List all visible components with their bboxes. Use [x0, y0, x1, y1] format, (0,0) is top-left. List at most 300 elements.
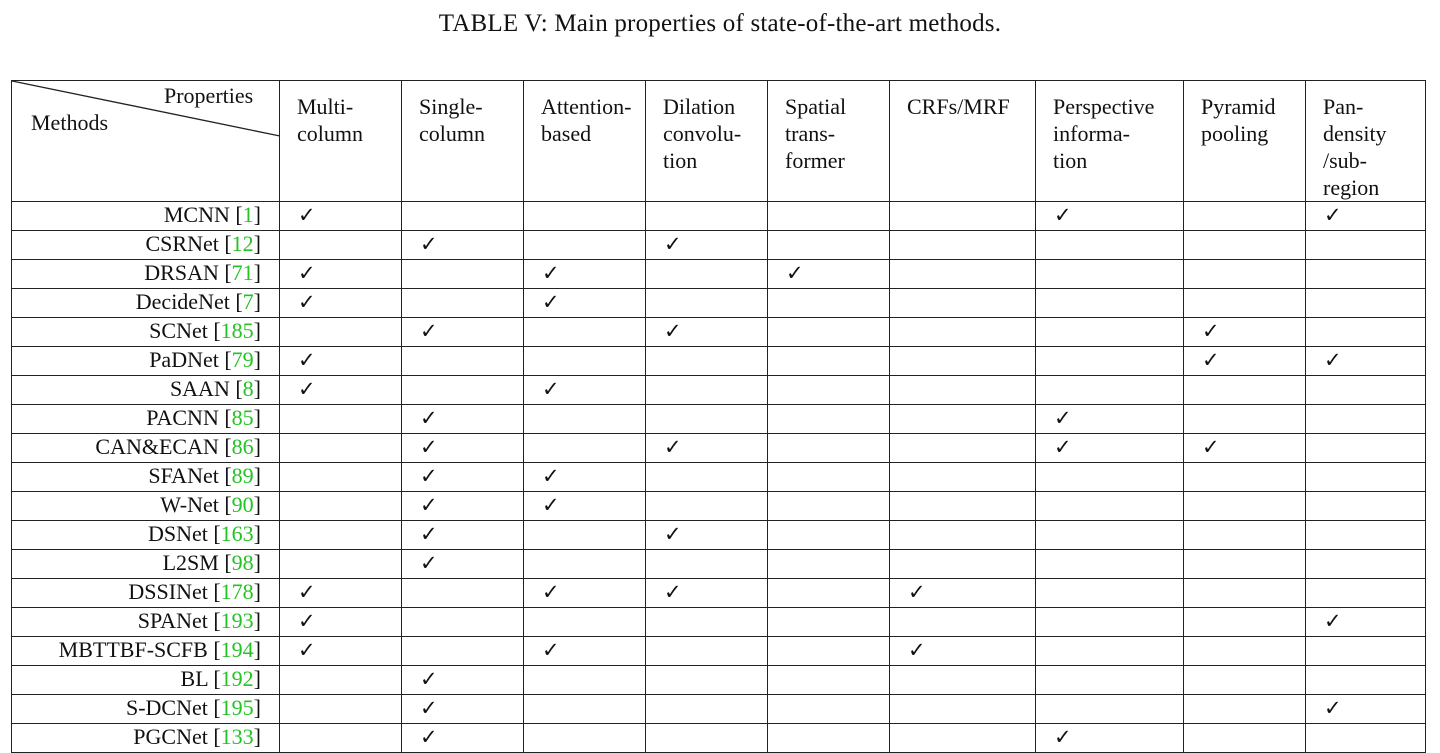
- table-row: [12, 202, 1426, 231]
- property-cell: [280, 318, 402, 347]
- checkmark-icon: ✓: [420, 232, 438, 256]
- checkmark-icon: ✓: [420, 522, 438, 546]
- citation-ref[interactable]: 98: [231, 550, 254, 575]
- property-cell: [524, 289, 646, 318]
- method-cell: BL [192]: [12, 666, 280, 695]
- checkmark-icon: ✓: [908, 638, 926, 662]
- method-cell: L2SM [98]: [12, 550, 280, 579]
- property-cell: [280, 724, 402, 753]
- method-name: PGCNet: [133, 724, 208, 749]
- method-cell: SCNet [185]: [12, 318, 280, 347]
- property-cell: [524, 695, 646, 724]
- property-cell: [402, 550, 524, 579]
- checkmark-icon: ✓: [298, 261, 316, 285]
- method-cell: CAN&ECAN [86]: [12, 434, 280, 463]
- property-cell: [1184, 347, 1306, 376]
- table-row: [12, 695, 1426, 724]
- method-name: W-Net: [160, 492, 219, 517]
- property-cell: [524, 231, 646, 260]
- property-cell: [524, 463, 646, 492]
- method-cell: DSNet [163]: [12, 521, 280, 550]
- column-header-line: column: [297, 121, 363, 146]
- property-cell: [646, 579, 768, 608]
- table-row: [12, 347, 1426, 376]
- property-cell: [1184, 318, 1306, 347]
- property-cell: [1306, 521, 1426, 550]
- table-row: [12, 579, 1426, 608]
- property-cell: [1184, 724, 1306, 753]
- checkmark-icon: ✓: [420, 464, 438, 488]
- method-name: DSNet: [147, 521, 208, 546]
- property-cell: [1036, 637, 1184, 666]
- property-cell: [1306, 260, 1426, 289]
- method-cell: SPANet [193]: [12, 608, 280, 637]
- property-cell: [646, 521, 768, 550]
- property-cell: [646, 231, 768, 260]
- property-cell: [1306, 376, 1426, 405]
- property-cell: [890, 231, 1036, 260]
- method-cell: SAAN [8]: [12, 376, 280, 405]
- property-cell: [646, 608, 768, 637]
- property-cell: [1036, 434, 1184, 463]
- property-cell: [280, 405, 402, 434]
- property-cell: [1036, 666, 1184, 695]
- property-cell: [280, 492, 402, 521]
- table-row: [12, 550, 1426, 579]
- checkmark-icon: ✓: [908, 580, 926, 604]
- property-cell: [1036, 463, 1184, 492]
- property-cell: [646, 289, 768, 318]
- property-cell: [646, 202, 768, 231]
- property-cell: [890, 289, 1036, 318]
- checkmark-icon: ✓: [420, 725, 438, 749]
- method-cell: MCNN [1]: [12, 202, 280, 231]
- citation-ref[interactable]: 85: [231, 405, 254, 430]
- citation-ref[interactable]: 163: [220, 521, 254, 546]
- property-cell: [1306, 579, 1426, 608]
- property-cell: [768, 492, 890, 521]
- citation-ref[interactable]: 192: [220, 666, 254, 691]
- column-header: [1184, 81, 1306, 202]
- property-cell: [890, 550, 1036, 579]
- property-cell: [1184, 637, 1306, 666]
- checkmark-icon: ✓: [542, 464, 560, 488]
- property-cell: [524, 318, 646, 347]
- property-cell: [1184, 579, 1306, 608]
- property-cell: [524, 405, 646, 434]
- corner-methods-label: Methods: [31, 110, 108, 135]
- property-cell: [768, 463, 890, 492]
- property-cell: [890, 318, 1036, 347]
- property-cell: [402, 492, 524, 521]
- property-cell: [524, 521, 646, 550]
- property-cell: [524, 637, 646, 666]
- property-cell: [280, 347, 402, 376]
- checkmark-icon: ✓: [1202, 435, 1220, 459]
- method-name: DSSINet: [128, 579, 208, 604]
- checkmark-icon: ✓: [298, 348, 316, 372]
- property-cell: [524, 666, 646, 695]
- property-cell: [1306, 347, 1426, 376]
- table-caption: TABLE V: Main properties of state-of-the-art methods.: [438, 10, 1002, 37]
- property-cell: [524, 202, 646, 231]
- property-cell: [280, 521, 402, 550]
- citation-ref[interactable]: 86: [231, 434, 254, 459]
- column-header-line: /sub-: [1323, 148, 1367, 173]
- property-cell: [402, 318, 524, 347]
- citation-ref[interactable]: 1: [242, 202, 254, 227]
- column-header-line: Spatial: [785, 94, 847, 119]
- property-cell: [1184, 376, 1306, 405]
- property-cell: [646, 405, 768, 434]
- column-header: [890, 81, 1036, 202]
- method-name: PaDNet: [149, 347, 219, 372]
- property-cell: [890, 579, 1036, 608]
- property-cell: [768, 608, 890, 637]
- property-cell: [1306, 724, 1426, 753]
- column-header-line: Perspective: [1053, 94, 1155, 119]
- column-header-line: based: [541, 121, 592, 146]
- property-cell: [890, 492, 1036, 521]
- property-cell: [1306, 289, 1426, 318]
- property-cell: [1306, 637, 1426, 666]
- method-name: L2SM: [162, 550, 219, 575]
- property-cell: [402, 637, 524, 666]
- column-header: [524, 81, 646, 202]
- checkmark-icon: ✓: [664, 435, 682, 459]
- property-cell: [646, 550, 768, 579]
- property-cell: [1184, 695, 1306, 724]
- property-cell: [1036, 260, 1184, 289]
- method-name: BL: [180, 666, 208, 691]
- checkmark-icon: ✓: [1324, 696, 1342, 720]
- checkmark-icon: ✓: [542, 261, 560, 285]
- property-cell: [768, 260, 890, 289]
- property-cell: [524, 608, 646, 637]
- property-cell: [402, 347, 524, 376]
- method-cell: CSRNet [12]: [12, 231, 280, 260]
- property-cell: [1036, 405, 1184, 434]
- property-cell: [890, 347, 1036, 376]
- property-cell: [1306, 231, 1426, 260]
- property-cell: [768, 637, 890, 666]
- property-cell: [646, 260, 768, 289]
- property-cell: [1036, 521, 1184, 550]
- column-header-line: tion: [663, 148, 698, 173]
- checkmark-icon: ✓: [1202, 319, 1220, 343]
- property-cell: [280, 376, 402, 405]
- property-cell: [890, 376, 1036, 405]
- checkmark-icon: ✓: [298, 580, 316, 604]
- property-cell: [280, 579, 402, 608]
- property-cell: [1184, 550, 1306, 579]
- property-cell: [1306, 695, 1426, 724]
- checkmark-icon: ✓: [542, 290, 560, 314]
- column-header-line: Single-: [419, 94, 483, 119]
- checkmark-icon: ✓: [420, 667, 438, 691]
- method-name: SPANet: [137, 608, 208, 633]
- column-header-line: convolu-: [663, 121, 742, 146]
- method-cell: PGCNet [133]: [12, 724, 280, 753]
- checkmark-icon: ✓: [1054, 725, 1072, 749]
- column-header-line: former: [785, 148, 845, 173]
- method-cell: W-Net [90]: [12, 492, 280, 521]
- property-cell: [890, 260, 1036, 289]
- citation-ref[interactable]: 193: [220, 608, 254, 633]
- column-header-line: column: [419, 121, 485, 146]
- property-cell: [768, 376, 890, 405]
- property-cell: [524, 724, 646, 753]
- table-row: [12, 260, 1426, 289]
- column-header-line: Multi-: [297, 94, 354, 119]
- checkmark-icon: ✓: [298, 638, 316, 662]
- column-header-line: CRFs/MRF: [907, 94, 1010, 119]
- checkmark-icon: ✓: [664, 522, 682, 546]
- column-header: [280, 81, 402, 202]
- property-cell: [1036, 376, 1184, 405]
- method-cell: MBTTBF-SCFB [194]: [12, 637, 280, 666]
- property-cell: [768, 579, 890, 608]
- property-cell: [1184, 202, 1306, 231]
- property-cell: [646, 463, 768, 492]
- citation-ref[interactable]: 178: [220, 579, 254, 604]
- checkmark-icon: ✓: [1324, 348, 1342, 372]
- column-header-line: region: [1323, 175, 1380, 200]
- property-cell: [1306, 492, 1426, 521]
- table-row: [12, 376, 1426, 405]
- property-cell: [524, 260, 646, 289]
- property-cell: [768, 289, 890, 318]
- property-cell: [768, 724, 890, 753]
- method-name: MBTTBF-SCFB: [58, 637, 208, 662]
- checkmark-icon: ✓: [420, 406, 438, 430]
- citation-ref[interactable]: 79: [231, 347, 254, 372]
- property-cell: [646, 695, 768, 724]
- property-cell: [646, 492, 768, 521]
- table-body: [12, 202, 1426, 753]
- property-cell: [280, 434, 402, 463]
- property-cell: [890, 202, 1036, 231]
- column-header-line: Attention-: [541, 94, 632, 119]
- method-cell: DRSAN [71]: [12, 260, 280, 289]
- property-cell: [280, 463, 402, 492]
- property-cell: [1036, 695, 1184, 724]
- property-cell: [890, 434, 1036, 463]
- citation-ref[interactable]: 89: [231, 463, 254, 488]
- property-cell: [280, 637, 402, 666]
- column-header: [1036, 81, 1184, 202]
- citation-ref[interactable]: 185: [220, 318, 254, 343]
- checkmark-icon: ✓: [542, 377, 560, 401]
- property-cell: [402, 376, 524, 405]
- property-cell: [1036, 289, 1184, 318]
- property-cell: [890, 405, 1036, 434]
- property-cell: [524, 492, 646, 521]
- column-header-line: density: [1323, 121, 1387, 146]
- citation-ref[interactable]: 195: [220, 695, 254, 720]
- table-row: [12, 434, 1426, 463]
- citation-ref[interactable]: 12: [231, 231, 254, 256]
- property-cell: [646, 347, 768, 376]
- property-cell: [1184, 434, 1306, 463]
- property-cell: [402, 231, 524, 260]
- checkmark-icon: ✓: [542, 493, 560, 517]
- property-cell: [1306, 434, 1426, 463]
- checkmark-icon: ✓: [664, 319, 682, 343]
- property-cell: [280, 289, 402, 318]
- checkmark-icon: ✓: [420, 435, 438, 459]
- column-header-line: trans-: [785, 121, 836, 146]
- method-name: SFANet: [148, 463, 219, 488]
- table-row: [12, 289, 1426, 318]
- citation-ref[interactable]: 71: [231, 260, 254, 285]
- property-cell: [402, 608, 524, 637]
- property-cell: [646, 666, 768, 695]
- property-cell: [402, 666, 524, 695]
- property-cell: [1306, 318, 1426, 347]
- method-cell: S-DCNet [195]: [12, 695, 280, 724]
- checkmark-icon: ✓: [1202, 348, 1220, 372]
- method-name: MCNN: [163, 202, 230, 227]
- property-cell: [646, 637, 768, 666]
- property-cell: [890, 463, 1036, 492]
- checkmark-icon: ✓: [298, 290, 316, 314]
- property-cell: [280, 550, 402, 579]
- table-row: [12, 666, 1426, 695]
- table-row: [12, 492, 1426, 521]
- method-cell: DecideNet [7]: [12, 289, 280, 318]
- property-cell: [1036, 608, 1184, 637]
- table-row: [12, 521, 1426, 550]
- method-name: SAAN: [169, 376, 230, 401]
- table-row: [12, 318, 1426, 347]
- column-header-line: Dilation: [663, 94, 736, 119]
- property-cell: [402, 434, 524, 463]
- property-cell: [402, 463, 524, 492]
- column-header-line: Pyramid: [1201, 94, 1276, 119]
- method-name: DecideNet: [135, 289, 230, 314]
- property-cell: [280, 231, 402, 260]
- property-cell: [768, 405, 890, 434]
- column-header: [768, 81, 890, 202]
- property-cell: [1184, 521, 1306, 550]
- column-header: [1306, 81, 1426, 202]
- table-row: [12, 405, 1426, 434]
- property-cell: [524, 434, 646, 463]
- property-cell: [768, 347, 890, 376]
- property-cell: [524, 376, 646, 405]
- property-cell: [1036, 347, 1184, 376]
- property-cell: [890, 608, 1036, 637]
- property-cell: [1036, 550, 1184, 579]
- checkmark-icon: ✓: [786, 261, 804, 285]
- property-cell: [890, 724, 1036, 753]
- property-cell: [1184, 608, 1306, 637]
- property-cell: [646, 376, 768, 405]
- column-header: [402, 81, 524, 202]
- citation-ref[interactable]: 133: [220, 724, 254, 749]
- property-cell: [1184, 463, 1306, 492]
- checkmark-icon: ✓: [420, 551, 438, 575]
- property-cell: [280, 202, 402, 231]
- checkmark-icon: ✓: [420, 493, 438, 517]
- property-cell: [646, 724, 768, 753]
- property-cell: [1306, 666, 1426, 695]
- checkmark-icon: ✓: [298, 203, 316, 227]
- property-cell: [402, 579, 524, 608]
- property-cell: [646, 434, 768, 463]
- column-header-line: pooling: [1201, 121, 1269, 146]
- property-cell: [402, 724, 524, 753]
- property-cell: [280, 695, 402, 724]
- checkmark-icon: ✓: [542, 580, 560, 604]
- checkmark-icon: ✓: [1054, 203, 1072, 227]
- column-header-line: tion: [1053, 148, 1088, 173]
- method-name: SCNet: [149, 318, 208, 343]
- method-cell: PaDNet [79]: [12, 347, 280, 376]
- property-cell: [768, 666, 890, 695]
- column-header-line: informa-: [1053, 121, 1130, 146]
- table-row: [12, 231, 1426, 260]
- property-cell: [280, 608, 402, 637]
- checkmark-icon: ✓: [542, 638, 560, 662]
- property-cell: [524, 550, 646, 579]
- method-cell: SFANet [89]: [12, 463, 280, 492]
- property-cell: [402, 260, 524, 289]
- property-cell: [1184, 492, 1306, 521]
- corner-header-cell: [12, 81, 280, 202]
- checkmark-icon: ✓: [1324, 203, 1342, 227]
- table-row: [12, 724, 1426, 753]
- checkmark-icon: ✓: [420, 319, 438, 343]
- property-cell: [1036, 492, 1184, 521]
- property-cell: [1184, 289, 1306, 318]
- property-cell: [890, 521, 1036, 550]
- table-row: [12, 608, 1426, 637]
- property-cell: [1184, 260, 1306, 289]
- method-cell: PACNN [85]: [12, 405, 280, 434]
- property-cell: [890, 695, 1036, 724]
- property-cell: [768, 231, 890, 260]
- property-cell: [280, 666, 402, 695]
- property-cell: [768, 550, 890, 579]
- checkmark-icon: ✓: [1324, 609, 1342, 633]
- citation-ref[interactable]: 7: [242, 289, 254, 314]
- method-name: S-DCNet: [125, 695, 208, 720]
- property-cell: [1306, 202, 1426, 231]
- property-cell: [1036, 202, 1184, 231]
- property-cell: [1184, 405, 1306, 434]
- property-cell: [1184, 666, 1306, 695]
- citation-ref[interactable]: 90: [231, 492, 254, 517]
- header-row: [12, 81, 1426, 202]
- property-cell: [768, 434, 890, 463]
- property-cell: [402, 521, 524, 550]
- method-name: CSRNet: [145, 231, 219, 256]
- property-cell: [1036, 231, 1184, 260]
- checkmark-icon: ✓: [664, 580, 682, 604]
- method-name: DRSAN: [144, 260, 219, 285]
- method-name: CAN&ECAN: [95, 434, 219, 459]
- citation-ref[interactable]: 8: [242, 376, 254, 401]
- checkmark-icon: ✓: [664, 232, 682, 256]
- property-cell: [402, 289, 524, 318]
- citation-ref[interactable]: 194: [220, 637, 254, 662]
- property-cell: [646, 318, 768, 347]
- property-cell: [1306, 608, 1426, 637]
- method-name: PACNN: [146, 405, 219, 430]
- property-cell: [1036, 724, 1184, 753]
